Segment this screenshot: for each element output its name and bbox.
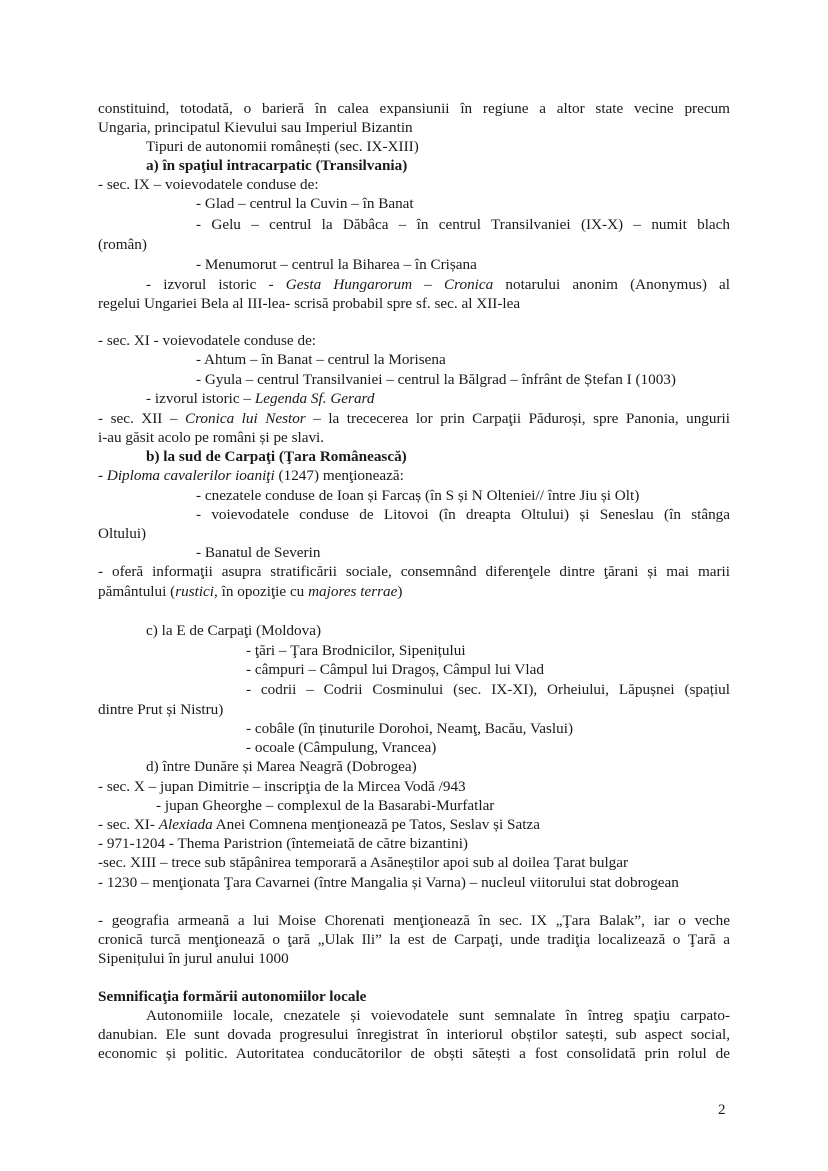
text-line: - geografia armeană a lui Moise Chorenati menţionează în sec. IX „Ţara Balak”, iar o veche bbox=[98, 912, 730, 929]
text-line: - codrii – Codrii Cosminului (sec. IX-XI), Orheiului, Lăpușnei (spațiul bbox=[246, 681, 730, 698]
text-line: cronică turcă menţionează o ţară „Ulak Ili” la est de Carpaţi, unde tradiţia localizează o Ţară a bbox=[98, 931, 730, 948]
text-line: - oferă informaţii asupra stratificării sociale, consemnând diferenţele dintre ţărani și mai marii bbox=[98, 563, 730, 580]
text-line: Ungaria, principatul Kievului sau Imperiul Bizantin bbox=[98, 119, 413, 136]
text-line bbox=[146, 389, 778, 408]
text-line: - 971-1204 - Thema Paristrion (întemeiată de către bizantini) bbox=[98, 835, 468, 852]
text-line: - ocoale (Câmpulung, Vrancea) bbox=[246, 739, 437, 756]
text-line bbox=[98, 582, 730, 601]
text-line: dintre Prut și Nistru) bbox=[98, 701, 224, 718]
text-segment: - sec. XII – bbox=[98, 410, 185, 427]
source-title: Gesta Hungarorum – Cronica bbox=[285, 276, 494, 293]
text-line: -sec. XIII – trece sub stăpânirea temporară a Asăneștilor apoi sub al doilea Țarat bulgar bbox=[98, 854, 629, 871]
text-segment: – la trececerea lor prin Carpaţii Păduroși, spre Panonia, ungurii bbox=[305, 410, 730, 427]
text-line: - 1230 – menţionata Ţara Cavarnei (între Mangalia și Varna) – nucleul viitorului stat dobrogean bbox=[98, 874, 679, 891]
text-segment: notarului anonim (Anonymus) al bbox=[493, 276, 730, 293]
text-line: - Gyula – centrul Transilvaniei – centrul la Bălgrad – înfrânt de Ștefan I (1003) bbox=[196, 371, 676, 388]
text-line: regelui Ungariei Bela al III-lea- scrisă probabil spre sf. sec. al XII-lea bbox=[98, 295, 521, 312]
text-line bbox=[98, 815, 730, 834]
text-segment: - izvorul istoric – bbox=[146, 390, 255, 407]
text-line: - Ahtum – în Banat – centrul la Morisena bbox=[196, 351, 446, 368]
text-line: economic și politic. Autoritatea conducătorilor de obști sătești a fost consolidată prin rolul de bbox=[98, 1045, 730, 1062]
section-heading-c: c) la E de Carpaţi (Moldova) bbox=[146, 622, 322, 639]
text-line: - ţări – Ţara Brodnicilor, Sipenițului bbox=[246, 642, 466, 659]
text-line: - voievodatele conduse de Litovoi (în dreapta Oltului) și Seneslau (în stânga bbox=[196, 506, 730, 523]
section-heading-b: b) la sud de Carpaţi (Ţara Românească) bbox=[146, 448, 407, 465]
source-title: Cronica lui Nestor bbox=[184, 410, 306, 427]
text-line bbox=[98, 466, 730, 485]
text-segment: (1247) menţionează: bbox=[274, 467, 404, 484]
text-line: - sec. X – jupan Dimitrie – inscripţia de la Mircea Vodă /943 bbox=[98, 778, 466, 795]
text-segment: pământului ( bbox=[98, 583, 176, 600]
source-title: Alexiada bbox=[158, 816, 213, 833]
text-line: - cobâle (în ținuturile Dorohoi, Neamţ, Bacău, Vaslui) bbox=[246, 720, 574, 737]
text-segment: ) bbox=[397, 583, 403, 600]
text-line: Autonomiile locale, cnezatele și voievodatele sunt semnalate în întreg spaţiu carpato- bbox=[146, 1007, 730, 1024]
text-line: - Glad – centrul la Cuvin – în Banat bbox=[196, 195, 414, 212]
text-line bbox=[146, 275, 730, 294]
text-line: Tipuri de autonomii românești (sec. IX-XIII) bbox=[146, 138, 419, 155]
section-heading-a: a) în spaţiul intracarpatic (Transilvania) bbox=[146, 157, 408, 174]
text-line: - Gelu – centrul la Dăbâca – în centrul Transilvaniei (IX-X) – numit blach bbox=[196, 216, 730, 233]
page-number: 2 bbox=[718, 1102, 726, 1118]
text-line: - sec. XI - voievodatele conduse de: bbox=[98, 332, 317, 349]
text-line: - jupan Gheorghe – complexul de la Basarabi-Murfatlar bbox=[156, 797, 495, 814]
source-title: - Diploma cavalerilor ioaniţi bbox=[98, 467, 275, 484]
text-line: danubian. Ele sunt dovada progresului înregistrat în interiorul obștilor satești, sub aspect social, bbox=[98, 1026, 730, 1043]
text-line: - Banatul de Severin bbox=[196, 544, 321, 561]
text-segment: - izvorul istoric - bbox=[146, 276, 286, 293]
text-line bbox=[98, 409, 730, 428]
latin-term: majores terrae bbox=[308, 583, 398, 600]
text-segment: , în opoziţie cu bbox=[214, 583, 309, 600]
latin-term: rustici bbox=[175, 583, 215, 600]
text-line: - cnezatele conduse de Ioan și Farcaș (în S și N Olteniei// între Jiu și Olt) bbox=[196, 487, 640, 504]
text-segment: Anei Comnena menţionează pe Tatos, Seslav și Satza bbox=[212, 816, 540, 833]
section-heading-significance: Semnificaţia formării autonomiilor locale bbox=[98, 988, 367, 1005]
section-heading-d: d) între Dunăre și Marea Neagră (Dobrogea) bbox=[146, 758, 417, 775]
text-line: constituind, totodată, o barieră în calea expansiunii în regiune a altor state vecine precum bbox=[98, 100, 730, 117]
text-line: - câmpuri – Câmpul lui Dragoș, Câmpul lui Vlad bbox=[246, 661, 544, 678]
text-line: - sec. IX – voievodatele conduse de: bbox=[98, 176, 319, 193]
source-title: Legenda Sf. Gerard bbox=[254, 390, 375, 407]
text-line: Sipenițului în jurul anului 1000 bbox=[98, 950, 289, 967]
text-line: i-au găsit acolo pe români și pe slavi. bbox=[98, 429, 325, 446]
text-segment: - sec. XI- bbox=[98, 816, 159, 833]
text-line: (român) bbox=[98, 236, 147, 253]
text-line: Oltului) bbox=[98, 525, 147, 542]
text-line: - Menumorut – centrul la Biharea – în Crișana bbox=[196, 256, 477, 273]
